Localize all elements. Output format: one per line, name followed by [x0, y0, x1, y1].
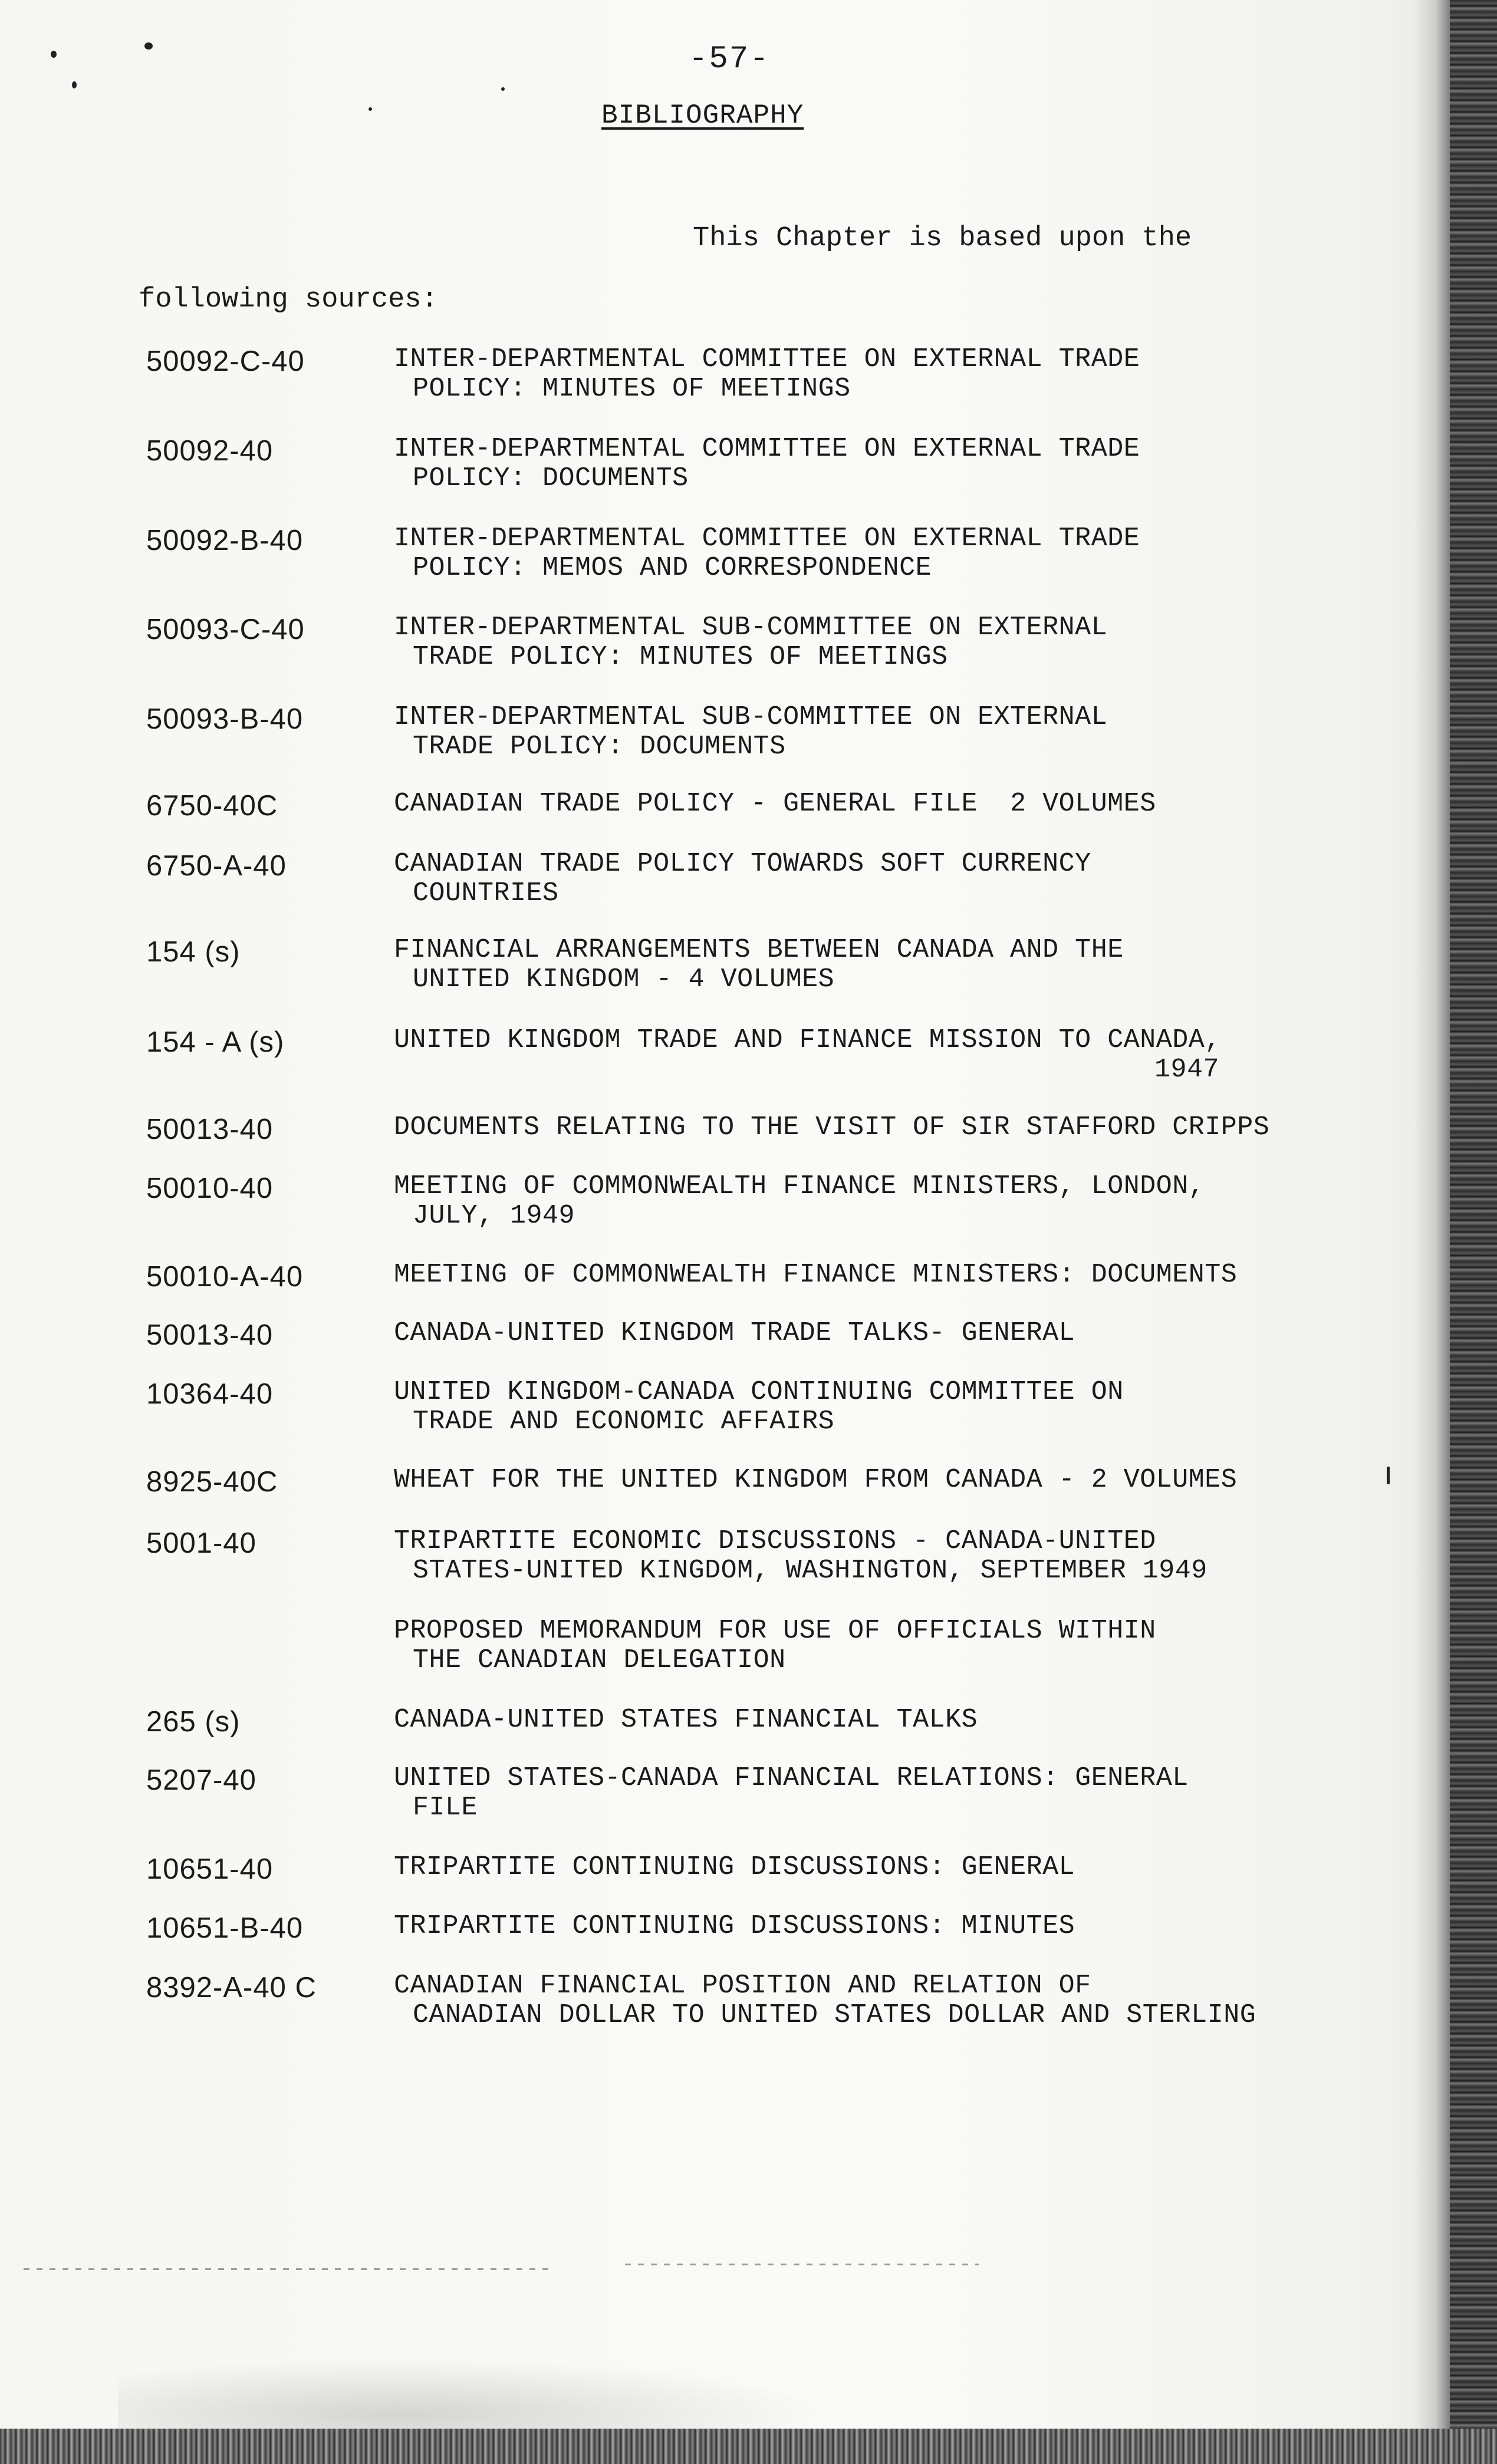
entry-title: [394, 434, 1396, 493]
file-code: 50013-40: [146, 1319, 274, 1351]
file-code: 5001-40: [146, 1527, 256, 1559]
entry-title-line: INTER-DEPARTMENTAL SUB-COMMITTEE ON EXTERNAL: [394, 702, 1108, 732]
entry-title-line: TRADE AND ECONOMIC AFFAIRS: [413, 1406, 835, 1437]
file-code: 50092-C-40: [146, 345, 305, 377]
entry-title-line: JULY, 1949: [413, 1201, 575, 1231]
file-code: 10651-B-40: [146, 1912, 304, 1944]
entry-title: [394, 1853, 1396, 1882]
scan-dashes: [625, 2264, 979, 2265]
entry-title: [394, 1026, 1396, 1085]
entry-title-line: CANADIAN FINANCIAL POSITION AND RELATION OF: [394, 1971, 1091, 2001]
entry-title: [394, 1113, 1396, 1142]
entry-title-line: COUNTRIES: [413, 878, 559, 908]
entry-title: [394, 789, 1396, 819]
entry-title-line: FINANCIAL ARRANGEMENTS BETWEEN CANADA AND THE: [394, 935, 1124, 965]
intro-text-line-2: following sources:: [139, 284, 438, 315]
entry-title-line: TRIPARTITE CONTINUING DISCUSSIONS: GENERAL: [394, 1852, 1075, 1882]
file-code: 265 (s): [146, 1706, 241, 1738]
entry-title-line: THE CANADIAN DELEGATION: [413, 1645, 786, 1675]
entry-title-line: INTER-DEPARTMENTAL COMMITTEE ON EXTERNAL TRADE: [394, 523, 1140, 554]
bottom-edge: [0, 2429, 1497, 2464]
entry-title-line: CANADIAN TRADE POLICY TOWARDS SOFT CURRENCY: [394, 849, 1091, 879]
binding-shadow: [1414, 0, 1450, 2464]
entry-title: [394, 1705, 1396, 1735]
bibliography-heading: BIBLIOGRAPHY: [601, 100, 804, 131]
entry-title-line: UNITED KINGDOM - 4 VOLUMES: [413, 964, 835, 994]
file-code: 10364-40: [146, 1378, 274, 1410]
entry-title-line: PROPOSED MEMORANDUM FOR USE OF OFFICIALS WITHIN: [394, 1616, 1156, 1646]
entry-title-line: CANADA-UNITED STATES FINANCIAL TALKS: [394, 1705, 978, 1735]
scan-speck: [72, 81, 77, 88]
file-code: 50093-C-40: [146, 614, 305, 645]
file-code: 10651-40: [146, 1853, 274, 1885]
entry-title-line: MEETING OF COMMONWEALTH FINANCE MINISTERS, LONDON,: [394, 1171, 1205, 1201]
entry-title: [394, 1912, 1396, 1941]
entry-title-line: INTER-DEPARTMENTAL COMMITTEE ON EXTERNAL TRADE: [394, 434, 1140, 464]
entry-title: [394, 1319, 1396, 1348]
scan-speck: [144, 42, 153, 50]
entry-title: [394, 703, 1396, 762]
file-code: 50010-A-40: [146, 1261, 304, 1293]
entry-title-line: DOCUMENTS RELATING TO THE VISIT OF SIR STAFFORD CRIPPS: [394, 1112, 1270, 1142]
entry-title-line: CANADIAN TRADE POLICY - GENERAL FILE 2 VOLUMES: [394, 789, 1156, 819]
entry-title: [394, 1260, 1396, 1290]
entry-title-line: POLICY: MEMOS AND CORRESPONDENCE: [413, 553, 932, 583]
entry-title-line: CANADIAN DOLLAR TO UNITED STATES DOLLAR AND STERLING: [413, 2000, 1256, 2030]
file-code: 50092-B-40: [146, 525, 304, 556]
entry-title-line: WHEAT FOR THE UNITED KINGDOM FROM CANADA - 2 VOLUMES: [394, 1465, 1238, 1495]
entry-title: [394, 849, 1396, 908]
entry-title-line: UNITED KINGDOM TRADE AND FINANCE MISSION TO CANADA,: [394, 1025, 1221, 1055]
scan-noise: [118, 2358, 825, 2429]
page-number: -57-: [689, 41, 770, 77]
entry-title-line: UNITED STATES-CANADA FINANCIAL RELATIONS: GENERAL: [394, 1763, 1189, 1793]
entry-title-line: 1947: [1154, 1055, 1220, 1085]
file-code: 6750-A-40: [146, 850, 287, 882]
file-code: 5207-40: [146, 1764, 256, 1796]
scan-speck: [51, 51, 57, 58]
entry-title: [394, 613, 1396, 672]
entry-title: [394, 1172, 1396, 1231]
entry-title: [394, 524, 1396, 583]
file-code: 50093-B-40: [146, 703, 304, 735]
entry-title-line: UNITED KINGDOM-CANADA CONTINUING COMMITTEE ON: [394, 1377, 1124, 1407]
entry-title: [394, 345, 1396, 404]
entry-title: [394, 1527, 1396, 1586]
file-code: 50013-40: [146, 1114, 274, 1145]
file-code: 50010-40: [146, 1172, 274, 1204]
file-code: 8392-A-40 C: [146, 1972, 317, 2004]
intro-text-line-1: This Chapter is based upon the: [693, 223, 1192, 254]
binding-edge: [1450, 0, 1497, 2464]
entry-title: [394, 935, 1396, 994]
entry-title: [394, 1616, 1396, 1675]
entry-title-line: TRIPARTITE CONTINUING DISCUSSIONS: MINUTES: [394, 1911, 1075, 1941]
entry-title: [394, 1971, 1396, 2030]
entry-title-line: MEETING OF COMMONWEALTH FINANCE MINISTERS: DOCUMENTS: [394, 1260, 1238, 1290]
entry-title-line: POLICY: MINUTES OF MEETINGS: [413, 374, 851, 404]
entry-title-line: FILE: [413, 1793, 478, 1823]
entry-title-line: CANADA-UNITED KINGDOM TRADE TALKS- GENERAL: [394, 1318, 1075, 1348]
entry-title-line: TRADE POLICY: DOCUMENTS: [413, 732, 786, 762]
file-code: 154 - A (s): [146, 1026, 285, 1058]
scan-dashes: [24, 2268, 554, 2270]
entry-title-line: STATES-UNITED KINGDOM, WASHINGTON, SEPTEMBER 1949: [413, 1556, 1208, 1586]
entry-title: [394, 1378, 1396, 1437]
entry-title-line: POLICY: DOCUMENTS: [413, 463, 689, 493]
file-code: 6750-40C: [146, 790, 278, 822]
scan-speck: [369, 107, 372, 111]
scan-speck: [501, 87, 505, 91]
entry-title-line: INTER-DEPARTMENTAL SUB-COMMITTEE ON EXTERNAL: [394, 612, 1108, 643]
file-code: 8925-40C: [146, 1466, 278, 1498]
file-code: 50092-40: [146, 435, 274, 467]
entry-title-line: TRADE POLICY: MINUTES OF MEETINGS: [413, 642, 948, 672]
entry-title: [394, 1764, 1396, 1823]
file-code: 154 (s): [146, 936, 241, 968]
entry-title-line: INTER-DEPARTMENTAL COMMITTEE ON EXTERNAL TRADE: [394, 344, 1140, 374]
entry-title-line: TRIPARTITE ECONOMIC DISCUSSIONS - CANADA-UNITED: [394, 1526, 1156, 1556]
entry-title: [394, 1465, 1396, 1495]
